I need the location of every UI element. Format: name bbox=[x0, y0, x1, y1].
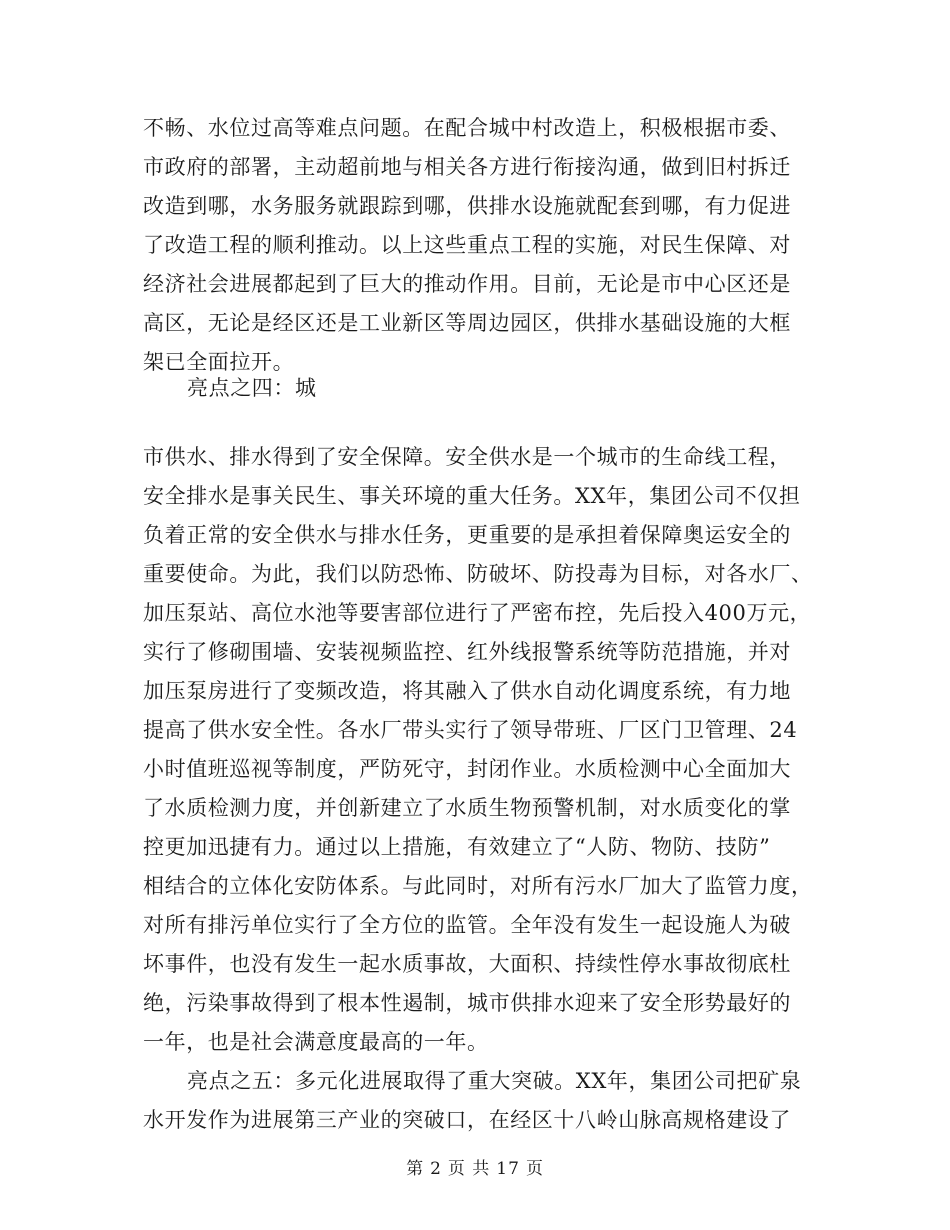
paragraph-2-line: 坏事件，也没有发生一起水质事故，大面积、持续性停水事故彻底杜 bbox=[143, 952, 791, 976]
paragraph-1-line: 改造到哪，水务服务就跟踪到哪，供排水设施就配套到哪，有力促进 bbox=[143, 194, 791, 218]
paragraph-2-line: 重要使命。为此，我们以防恐怖、防破坏、防投毒为目标，对各水厂、 bbox=[143, 562, 813, 586]
footer-suffix: 页 bbox=[525, 1159, 544, 1179]
paragraph-1-line: 市政府的部署，主动超前地与相关各方进行衔接沟通，做到旧村拆迁 bbox=[143, 155, 791, 179]
paragraph-2-line: 相结合的立体化安防体系。与此同时，对所有污水厂加大了监管力度， bbox=[143, 874, 813, 898]
paragraph-2-line: 实行了修砌围墙、安装视频监控、红外线报警系统等防范措施，并对 bbox=[143, 640, 791, 664]
paragraph-3-line: 亮点之五：多元化进展取得了重大突破。XX年，集团公司把矿泉 bbox=[187, 1069, 802, 1093]
paragraph-2-line: 了水质检测力度，并创新建立了水质生物预警机制，对水质变化的掌 bbox=[143, 796, 791, 820]
paragraph-2-line: 负着正常的安全供水与排水任务，更重要的是承担着保障奥运安全的 bbox=[143, 523, 791, 547]
paragraph-1-line: 经济社会进展都起到了巨大的推动作用。目前，无论是市中心区还是 bbox=[143, 272, 791, 296]
page-footer bbox=[0, 1154, 950, 1179]
paragraph-2-line: 控更加迅捷有力。通过以上措施，有效建立了“人防、物防、技防” bbox=[143, 835, 771, 859]
footer-prefix: 第 bbox=[406, 1159, 425, 1179]
paragraph-2-line: 市供水、排水得到了安全保障。安全供水是一个城市的生命线工程， bbox=[143, 445, 791, 469]
current-page-number: 2 bbox=[430, 1159, 442, 1179]
footer-middle: 页 共 bbox=[447, 1159, 491, 1179]
paragraph-1-line: 高区，无论是经区还是工业新区等周边园区，供排水基础设施的大框 bbox=[143, 311, 791, 335]
total-page-count: 17 bbox=[496, 1159, 520, 1179]
paragraph-2-line: 加压泵站、高位水池等要害部位进行了严密布控，先后投入400万元， bbox=[143, 601, 812, 625]
paragraph-3-line: 水开发作为进展第三产业的突破口，在经区十八岭山脉高规格建设了 bbox=[143, 1108, 791, 1132]
paragraph-2-line: 一年，也是社会满意度最高的一年。 bbox=[143, 1030, 489, 1054]
paragraph-1-line: 不畅、水位过高等难点问题。在配合城中村改造上，积极根据市委、 bbox=[143, 116, 791, 140]
paragraph-1-line: 了改造工程的顺利推动。以上这些重点工程的实施，对民生保障、对 bbox=[143, 233, 791, 257]
paragraph-1-line: 架已全面拉开。 bbox=[143, 350, 295, 374]
highlight-4-heading: 亮点之四：城 bbox=[187, 376, 317, 400]
paragraph-2-line: 安全排水是事关民生、事关环境的重大任务。XX年，集团公司不仅担 bbox=[143, 484, 801, 508]
paragraph-2-line: 小时值班巡视等制度，严防死守，封闭作业。水质检测中心全面加大 bbox=[143, 757, 791, 781]
paragraph-2-line: 对所有排污单位实行了全方位的监管。全年没有发生一起设施人为破 bbox=[143, 913, 791, 937]
paragraph-2-line: 加压泵房进行了变频改造，将其融入了供水自动化调度系统，有力地 bbox=[143, 679, 791, 703]
paragraph-2-line: 提高了供水安全性。各水厂带头实行了领导带班、厂区门卫管理、24 bbox=[143, 718, 798, 742]
paragraph-2-line: 绝，污染事故得到了根本性遏制，城市供排水迎来了安全形势最好的 bbox=[143, 991, 791, 1015]
